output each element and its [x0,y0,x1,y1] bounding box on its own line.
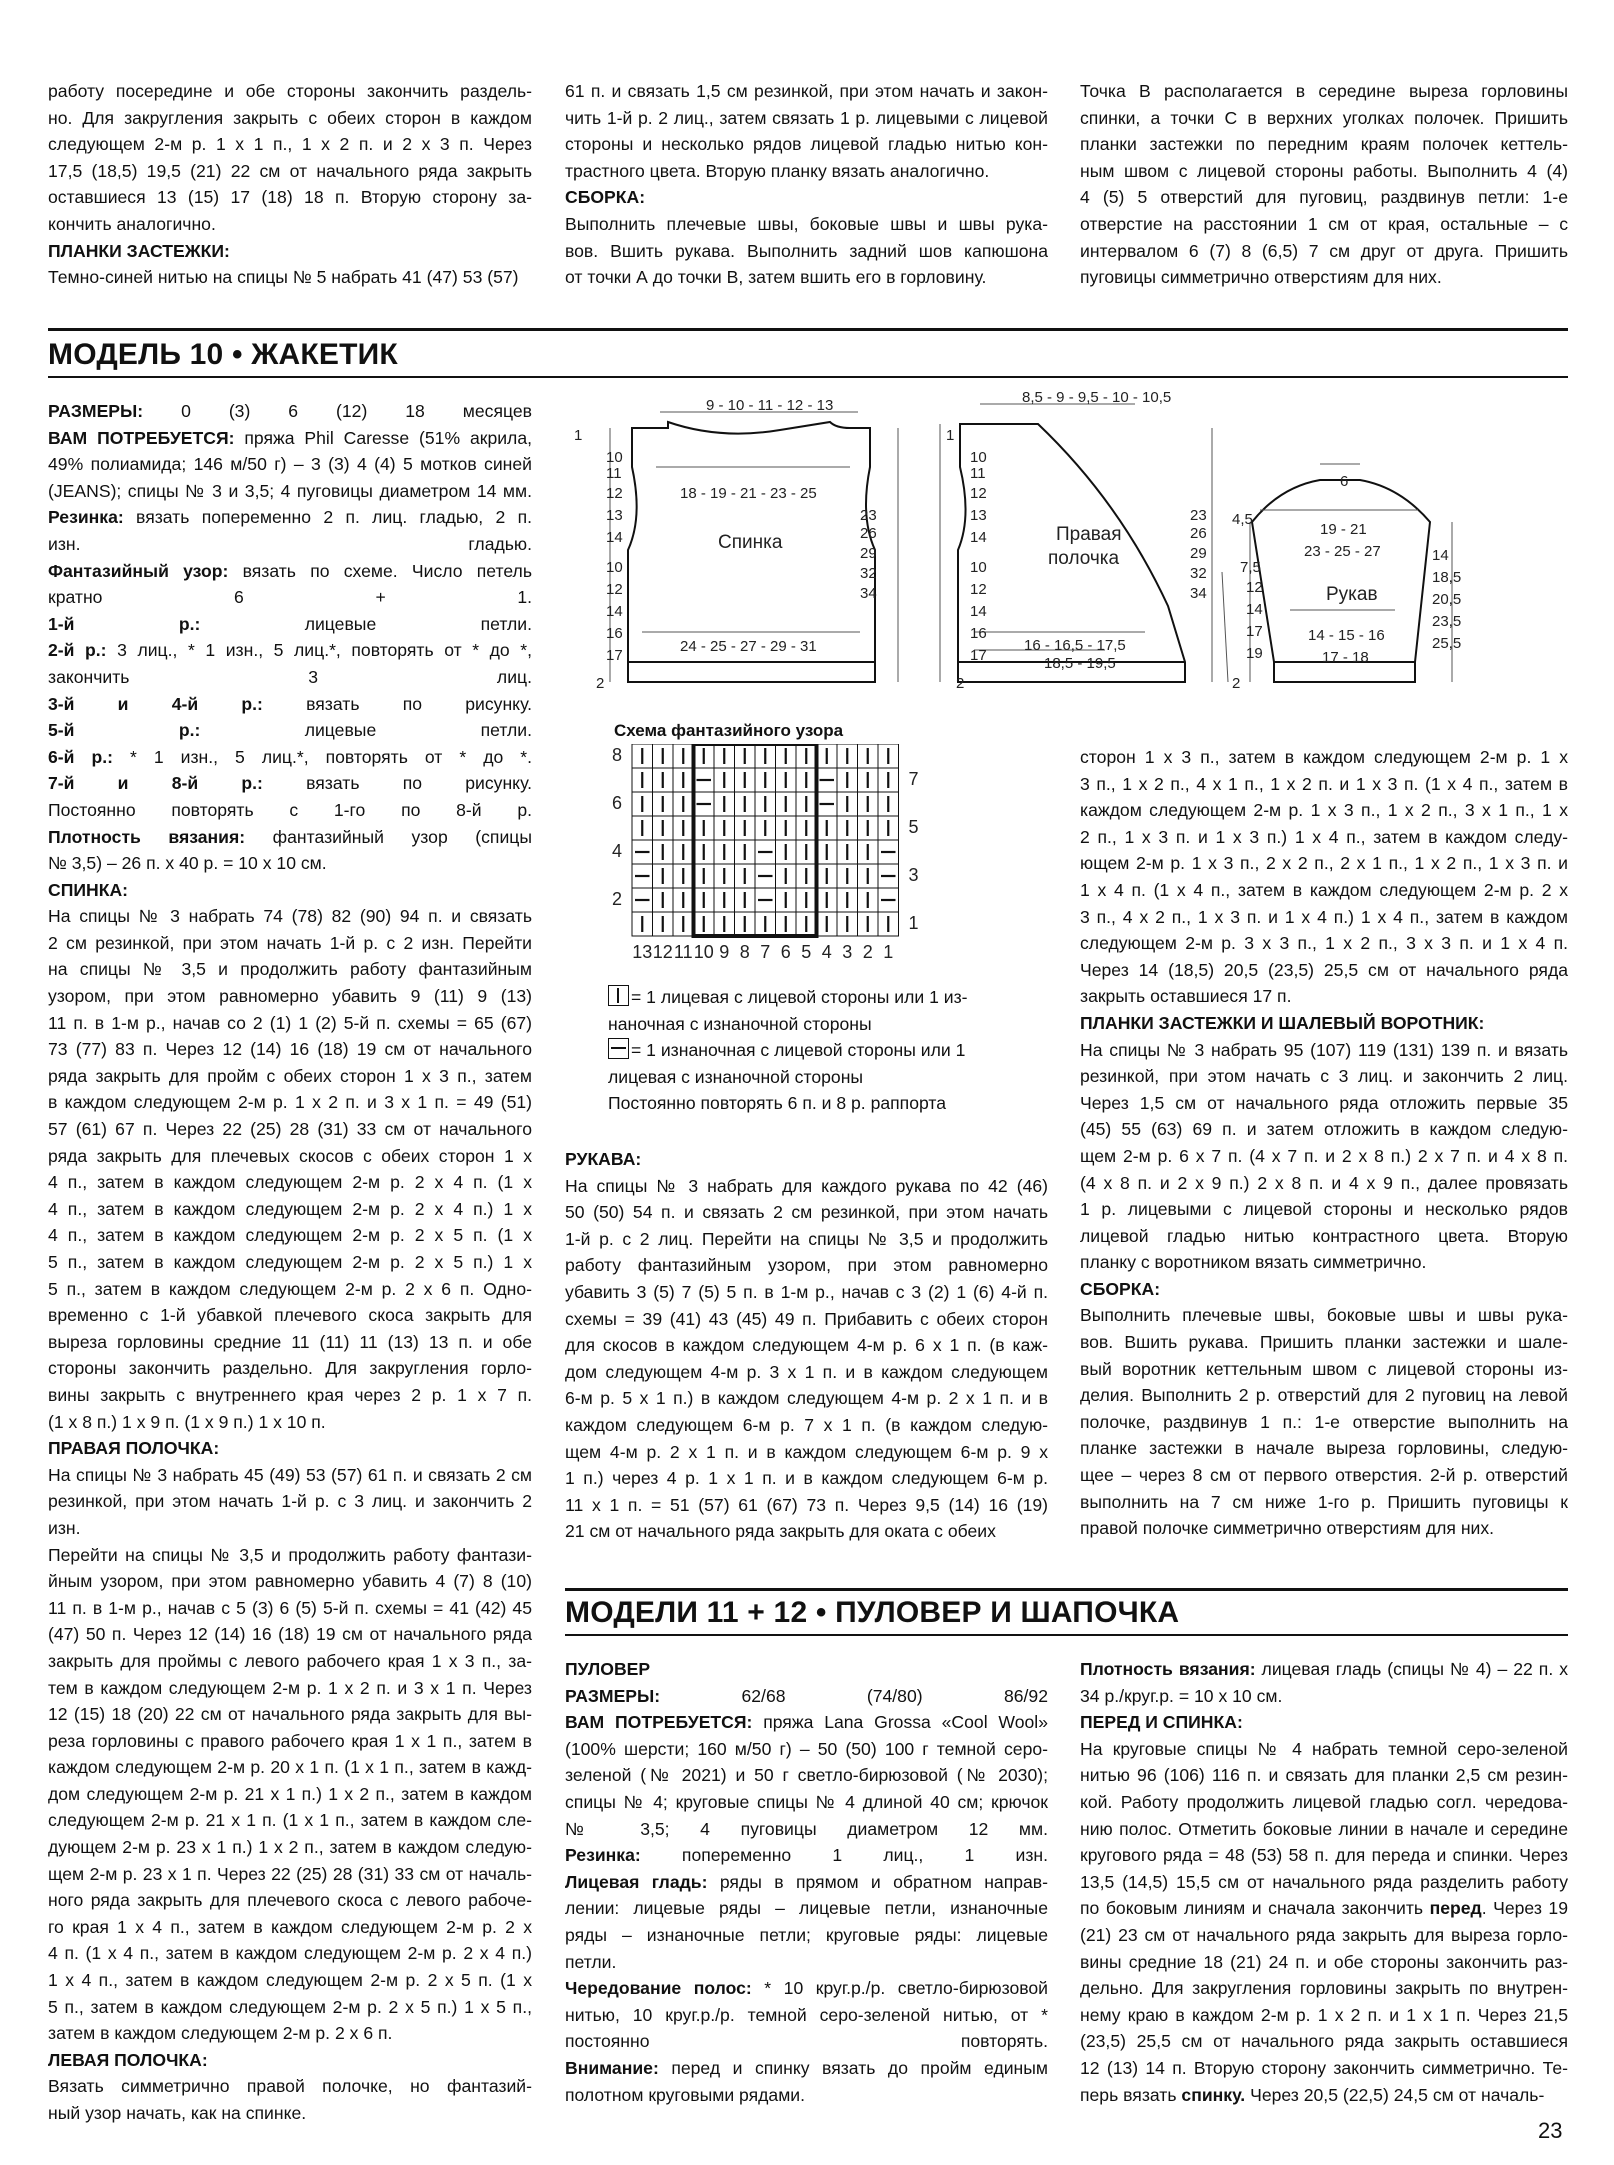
text-line: делия. Выполнить 2 р. отверстий для 2 пуговиц на левой [1080,1385,1568,1406]
text-line: полочке, раздвинув 1 п.: 1-е отверстие выполнить на [1080,1411,1568,1432]
svg-text:14: 14 [606,603,623,620]
svg-text:19: 19 [1246,645,1263,662]
chart-col-label: 12 [652,942,673,962]
text-line: На спицы № 3 набрать 45 (49) 53 (57) 61 п. и связать 2 см [48,1464,532,1485]
svg-text:6: 6 [1340,473,1349,490]
svg-text:10: 10 [606,449,623,466]
text-line: нию полос. Отметить боковые линии в начале и середине [1080,1818,1568,1839]
text-line: закрыть оставшиеся 17 п. [1080,986,1292,1007]
model10-col-3 [1080,744,1568,1542]
text-line: Плотность вязания: фантазийный узор (спицы [48,826,533,847]
model11-col-3 [1080,1656,1568,2108]
text-line: следующем 2-м р. 1 х 1 п., 1 х 2 п. и 2 х 3 п. Через [48,134,532,155]
svg-text:Рукав: Рукав [1326,584,1378,605]
garment-schematics [560,392,1590,702]
text-line: планку с воротником вязать симметрично. [1080,1252,1427,1273]
text-line: лении: лицевые ряды – лицевые петли, изнаночные [565,1898,1048,1919]
text-line: узором, при этом равномерно убавить 9 (11) 9 (13) [48,986,532,1007]
text-line: зеленой (№ 2021) и 50 г светло-бирюзовой (№ 2030); [565,1765,1048,1786]
text-line: кончить аналогично. [48,213,216,234]
model10-col-2 [565,1146,1048,1545]
text-line: дом следующем 4-м р. 3 х 1 п. и в каждом следующем [565,1361,1048,1382]
text-line: 1 р. лицевыми с лицевой стороны и несколько рядов [1080,1199,1568,1220]
text-line: 5 п., затем в каждом следующем 2-м р. 2 х 5 п.) 1 х 5 п., [48,1996,532,2017]
text-line: 57 (61) 67 п. Через 22 (25) 28 (31) 33 см от начального [48,1119,532,1140]
svg-text:10: 10 [606,559,623,576]
svg-text:34: 34 [1190,585,1207,602]
text-line: На круговые спицы № 4 набрать темной серо-зеленой [1080,1738,1568,1759]
text-line: РАЗМЕРЫ: 0 (3) 6 (12) 18 месяцев [48,401,532,421]
text-line: 1 х 4 п. (1 х 4 п., затем в каждом следующем 2-м р. 2 х [1080,879,1568,900]
text-line: ный узор начать, как на спинке. [48,2103,307,2123]
text-line: стороны и несколько рядов лицевой гладью нитью кон- [565,134,1048,155]
section-title-model11: МОДЕЛИ 11 + 12 • ПУЛОВЕР И ШАПОЧКА [565,1596,1180,1629]
svg-text:9 - 10 - 11 - 12 - 13: 9 - 10 - 11 - 12 - 13 [706,397,834,414]
text-line: Точка В располагается в середине выреза горловины [1080,81,1568,101]
text-line: интервалом 6 (7) 8 (6,5) 7 см друг от друга. Пришить [1080,240,1568,261]
text-line: выреза горловины средние 11 (11) 11 (13) 13 п. и обе [48,1331,532,1352]
svg-text:12: 12 [606,485,623,502]
text-line: 11 х 1 п. = 51 (57) 61 (67) 73 п. Через 9,5 (14) 16 (19) [565,1494,1048,1515]
chart-col-label: 10 [693,942,714,962]
svg-text:14: 14 [1432,547,1449,564]
section-heading: СПИНКА: [48,879,129,900]
chart-col-label: 8 [739,942,750,962]
section-heading: ПЛАНКИ ЗАСТЕЖКИ: [48,240,230,261]
text-line: ВАМ ПОТРЕБУЕТСЯ: пряжа Phil Caresse (51% акрила, [48,427,532,448]
svg-text:12: 12 [970,581,987,598]
text-line: 50 (50) 54 п. и связать 2 см резинкой, при этом начать [565,1202,1048,1223]
stitch-chart [582,744,932,974]
text-line: Выполнить плечевые швы, боковые швы и швы рука- [1080,1305,1568,1326]
text-line: Лицевая гладь: ряды в прямом и обратном направ- [565,1871,1048,1892]
svg-text:10: 10 [970,449,987,466]
text-line: Резинка: вязать попеременно 2 п. лиц. гладью, 2 п. [48,507,532,528]
text-line: Выполнить плечевые швы, боковые швы и швы рука- [565,213,1048,234]
chart-legend: = 1 лицевая с лицевой стороны или 1 из- наночная с изнаночной стороны = 1 изнаночная с лицевой стороны или 1 лицевая с изнаночной стороны Постоянно повторять 6 п. и 8 р. раппорта [608,987,968,1114]
svg-text:Спинка: Спинка [718,532,783,553]
text-line: пуговицы симметрично отверстиям для них. [1080,267,1442,288]
text-line: кратно 6 + 1. [48,587,532,608]
svg-text:23: 23 [860,507,877,524]
text-line: ВАМ ПОТРЕБУЕТСЯ: пряжа Lana Grossa «Cool Wool» [565,1712,1048,1733]
text-line: оставшиеся 13 (15) 17 (18) 18 п. Вторую сторону за- [48,187,532,208]
svg-text:2: 2 [596,675,605,692]
text-line: 2-й р.: 3 лиц., * 1 изн., 5 лиц.*, повторять от * до *, [48,640,532,661]
text-line: ным швом с лицевой стороны работы. Выполнить 4 (4) [1080,160,1568,181]
text-line: выполнить на 7 см ниже 1-го р. Пришить пуговицы к [1080,1491,1568,1512]
section-heading: РУКАВА: [565,1149,642,1169]
section-heading: СБОРКА: [565,187,646,208]
text-line: 7-й и 8-й р.: вязать по рисунку. [48,773,532,794]
svg-text:17: 17 [1246,623,1263,640]
text-line: по боковым линиям и сначала закончить перед. Через 19 [1080,1898,1568,1919]
svg-text:8,5 - 9 - 9,5 - 10 - 10,5: 8,5 - 9 - 9,5 - 10 - 10,5 [1022,392,1172,406]
text-line: спицы № 4; круговые спицы № 4 длиной 40 см; крючок [565,1791,1048,1812]
svg-text:14 - 15 - 16: 14 - 15 - 16 [1308,627,1385,644]
text-line: 21 см от начального ряда закрыть для оката с обеих [565,1521,996,1542]
text-line: следующем 2-м р. 3 х 3 п., 1 х 2 п., 3 х 3 п. и 1 х 4 п. [1080,933,1568,954]
text-line: нитью, 10 круг.р./р. темной серо-зеленой нитью, от * [565,2004,1048,2025]
text-line: 3-й и 4-й р.: вязать по рисунку. [48,693,532,714]
text-line: каждом следующем 6-м р. 7 х 1 п. (в каждом следую- [565,1414,1048,1435]
text-line: сторон 1 х 3 п., затем в каждом следующем 2-м р. 1 х [1080,747,1568,767]
text-line: Через 14 (18,5) 20,5 (23,5) 25,5 см от начального ряда [1080,959,1568,980]
section-heading: ПРАВАЯ ПОЛОЧКА: [48,1438,220,1459]
text-line: кой. Работу продолжить лицевой гладью согл. чередова- [1080,1791,1568,1812]
text-line: в каждом следующем 2-м р. 1 х 2 п. и 3 х 1 п. = 49 (51) [48,1092,532,1113]
text-line: петли. [565,1951,617,1972]
text-line: 73 (77) 83 п. Через 12 (14) 16 (18) 19 см от начального [48,1039,532,1060]
section-heading: СБОРКА: [1080,1278,1161,1299]
text-line: 17,5 (18,5) 19,5 (21) 22 см от начального ряда закрыть [48,160,532,181]
svg-text:29: 29 [1190,545,1207,562]
text-line: трастного цвета. Вторую планку вязать аналогично. [565,160,990,181]
text-line: 1 п.) через 4 р. 1 х 1 п. и в каждом следующем 6-м р. [565,1468,1048,1489]
text-line: отверстие на расстоянии 1 см от края, остальные – с [1080,213,1568,234]
chart-row-label: 5 [908,817,919,837]
text-line: резинкой, при этом начать с 3 лиц. и закончить 2 лиц. [1080,1066,1568,1087]
text-line: (JEANS); спицы № 3 и 3,5; 4 пуговицы диаметром 14 мм. [48,480,532,501]
text-line: изн. гладью. [48,533,532,554]
knit-symbol-icon [608,985,629,1006]
text-line: 3 п., 4 х 2 п., 1 х 3 п. и 1 х 4 п.) 1 х 4 п., затем в каждом [1080,906,1568,927]
text-line: го края 1 х 4 п., затем в каждом следующем 2-м р. 2 х [48,1916,532,1937]
chart-col-label: 13 [632,942,653,962]
chart-col-label: 5 [801,942,812,962]
text-line: вов. Вшить рукава. Пришить планки застежки и шале- [1080,1332,1568,1353]
section-rule-model11 [565,1588,1568,1591]
text-line: 1 х 4 п., затем в каждом следующем 2-м р. 2 х 5 п. (1 х [48,1970,532,1991]
svg-text:14: 14 [970,529,987,546]
text-line: 1-й р.: лицевые петли. [48,613,532,634]
svg-text:12: 12 [970,485,987,502]
text-line: нитью 96 (106) 116 п. и связать для планки 2,5 см резин- [1080,1765,1568,1786]
text-line: каждом следующем 2-м р. 20 х 1 п. (1 х 1 п., затем в кажд- [48,1757,532,1778]
text-line: (23,5) 25,5 см от начального ряда закрыть оставшиеся [1080,2031,1568,2052]
text-line: щем 4-м р. 2 х 1 п. и в каждом следующем 6-м р. 9 х [565,1441,1048,1462]
svg-text:1: 1 [946,427,955,444]
text-line: 4 п., затем в каждом следующем 2-м р. 2 х 5 п. (1 х [48,1225,532,1246]
text-line: вый воротник кеттельным швом с лицевой стороны из- [1080,1358,1568,1379]
text-line: ряда закрыть для плечевых скосов с обеих сторон 1 х [48,1145,532,1166]
chart-row-label: 7 [908,769,919,789]
text-line: кругового ряда = 48 (53) 58 п. для переда и спинки. Через [1080,1845,1568,1866]
svg-text:25,5: 25,5 [1432,635,1462,652]
text-line: для скосов в каждом следующем 4-м р. 6 х 1 п. (в каж- [565,1335,1048,1356]
text-line: реза горловины с правого рабочего края 1 х 1 п., затем в [48,1730,532,1751]
text-line: дельно. Для закругления горловины закрыть по внутрен- [1080,1978,1568,1999]
text-line: дом следующем 2-м р. 21 х 1 п.) 1 х 2 п., затем в каждом [48,1783,532,1804]
svg-text:полочка: полочка [1048,548,1120,569]
text-line: следующем 2-м р. 21 х 1 п. (1 х 1 п., затем в каждом сле- [48,1810,532,1831]
svg-text:26: 26 [1190,525,1207,542]
text-line: тем в каждом следующем 2-м р. 1 х 2 п. и 3 х 1 п. Через [48,1677,532,1698]
svg-text:2: 2 [956,675,965,692]
text-line: щем 2-м р. 23 х 1 п. Через 22 (25) 28 (31) 33 см от началь- [48,1863,532,1884]
text-line: спинки, а точки С в верхних уголках полочек. Пришить [1080,107,1568,128]
svg-text:18 - 19 - 21 - 23 - 25: 18 - 19 - 21 - 23 - 25 [680,485,817,502]
text-line: планке застежки в начале выреза горловины, следую- [1080,1438,1568,1459]
text-line: 12 (13) 14 п. Вторую сторону закончить симметрично. Те- [1080,2057,1568,2078]
svg-text:16: 16 [970,625,987,642]
svg-text:13: 13 [606,507,623,524]
chart-row-label: 4 [612,841,623,861]
text-line: 3 п., 1 х 2 п., 4 х 1 п., 1 х 2 п. и 1 х 3 п. (1 х 4 п., затем в [1080,773,1568,794]
text-line: 4 п., затем в каждом следующем 2-м р. 2 х 4 п.) 1 х [48,1198,532,1219]
svg-text:17: 17 [606,647,623,664]
section-underline-model10 [48,376,1568,378]
svg-text:1: 1 [574,427,583,444]
text-line: На спицы № 3 набрать для каждого рукава по 42 (46) [565,1175,1048,1196]
svg-text:4,5: 4,5 [1232,511,1253,528]
text-line: РАЗМЕРЫ: 62/68 (74/80) 86/92 [565,1685,1048,1706]
svg-text:29: 29 [860,545,877,562]
top-col-3 [1080,78,1568,291]
page-number: 23 [1538,2118,1563,2143]
svg-text:16 - 16,5 - 17,5: 16 - 16,5 - 17,5 [1024,637,1126,654]
text-line: 2 см резинкой, при этом начать 1-й р. с 2 изн. Перейти [48,932,532,953]
text-line: (45) 55 (63) 69 п. и затем отложить в каждом следую- [1080,1119,1568,1140]
text-line: Темно-синей нитью на спицы № 5 набрать 41 (47) 53 (57) [48,267,519,288]
svg-text:32: 32 [1190,565,1207,582]
svg-text:7,5: 7,5 [1240,559,1261,576]
section-heading: ПЕРЕД И СПИНКА: [1080,1712,1243,1733]
text-line: от точки А до точки В, затем вшить его в горловину. [565,267,987,288]
text-line: ряды – изнаночные петли; круговые ряды: лицевые [565,1924,1048,1945]
text-line: На спицы № 3 набрать 95 (107) 119 (131) 139 п. и вязать [1080,1039,1568,1060]
text-line: (21) 23 см от начального ряда закрыть для выреза горло- [1080,1924,1568,1945]
text-line: вины закрыть с внутреннего края через 2 р. 1 х 7 п. [48,1384,532,1405]
text-line: каждом следующем 2-м р. 1 х 3 п., 1 х 2 п., 3 х 1 п., 1 х [1080,800,1568,821]
text-line: Плотность вязания: лицевая гладь (спицы № 4) – 22 п. х [1080,1659,1569,1679]
text-line: ряда закрыть для пройм с обеих сторон 1 х 3 п., затем [48,1065,532,1086]
svg-text:34: 34 [860,585,877,602]
chart-col-label: 9 [719,942,730,962]
text-line: правой полочке симметрично отверстиям для них. [1080,1518,1495,1539]
text-line: (47) 50 п. Через 12 (14) 16 (18) 19 см от начального ряда [48,1624,532,1645]
svg-text:16: 16 [606,625,623,642]
text-line: 13,5 (14,5) 15,5 см от начального ряда разделить работу [1080,1871,1568,1892]
text-line: но. Для закругления закрыть с обеих сторон в каждом [48,107,532,128]
svg-text:11: 11 [970,465,986,482]
svg-text:2: 2 [1232,675,1241,692]
section-title-model10: МОДЕЛЬ 10 • ЖАКЕТИК [48,338,398,371]
text-line: вины средние 18 (21) 24 п. и обе стороны закончить раз- [1080,1951,1568,1972]
text-line: на спицы № 3,5 и продолжить работу фантазийным [48,959,532,980]
text-line: № 3,5) – 26 п. х 40 р. = 10 х 10 см. [48,853,327,874]
text-line: 4 п., затем в каждом следующем 2-м р. 2 х 4 п. (1 х [48,1172,532,1193]
svg-text:20,5: 20,5 [1432,591,1462,608]
text-line: закрыть для проймы с левого рабочего края 1 х 3 п., за- [48,1650,532,1671]
svg-text:19 - 21: 19 - 21 [1320,521,1367,538]
text-line: 11 п. в 1-м р., начав с 5 (3) 6 (5) 5-й п. схемы = 41 (42) 45 [48,1597,532,1618]
text-line: закончить 3 лиц. [48,666,532,687]
svg-text:18,5: 18,5 [1432,569,1462,586]
text-line: Фантазийный узор: вязать по схеме. Число петель [48,560,532,581]
text-line: 5-й р.: лицевые петли. [48,720,532,741]
text-line: 6-й р.: * 1 изн., 5 лиц.*, повторять от * до *. [48,746,532,767]
top-col-1 [48,78,532,291]
text-line: лицевой гладью нитью контрастного цвета. Вторую [1080,1225,1568,1246]
stitch-chart-title: Схема фантазийного узора [614,721,844,740]
text-line: Вязать симметрично правой полочке, но фантазий- [48,2076,532,2097]
text-line: ного ряда закрыть для плечевого скоса с левого рабоче- [48,1890,532,1911]
svg-text:10: 10 [970,559,987,576]
text-line: временно с 1-й убавкой плечевого скоса закрыть для [48,1305,532,1326]
text-line: 6-м р. 5 х 1 п.) в каждом следующем 4-м р. 2 х 1 п. и в [565,1388,1048,1409]
svg-text:14: 14 [970,603,987,620]
section-underline-model11 [565,1634,1568,1636]
svg-text:13: 13 [970,507,987,524]
text-line: планки застежки по передним краям полочек кеттель- [1080,134,1568,155]
text-line: Чередование полос: * 10 круг.р./р. светло-бирюзовой [565,1978,1048,1999]
svg-text:17 - 18: 17 - 18 [1322,649,1369,666]
text-line: перь вязать спинку. Через 20,5 (22,5) 24,5 см от началь- [1080,2084,1545,2105]
text-line: 1-й р. с 2 лиц. Перейти на спицы № 3,5 и продолжить [565,1228,1048,1249]
text-line: дующем 2-м р. 23 х 1 п.) 1 х 2 п., затем в каждом следую- [48,1837,532,1858]
chart-col-label: 1 [883,942,894,962]
text-line: чить 1-й р. 2 лиц., затем связать 1 р. лицевыми с лицевой [565,107,1048,128]
chart-col-label: 2 [862,942,873,962]
chart-row-label: 3 [908,865,919,885]
svg-text:14: 14 [1246,601,1263,618]
section-heading: ПУЛОВЕР [565,1659,651,1679]
svg-text:Правая: Правая [1056,524,1122,545]
text-line: 4 (5) 5 отверстий для пуговиц, раздвинув петли: 1-е [1080,187,1568,208]
text-line: работу посередине и обе стороны закончить раздель- [48,81,532,101]
text-line: 11 п. в 1-м р., начав со 2 (1) 1 (2) 5-й п. схемы = 65 (67) [48,1012,532,1033]
section-rule-model10 [48,328,1568,331]
text-line: нему краю в каждом 2-м р. 1 х 2 п. и 1 х 1 п. Через 21,5 [1080,2004,1568,2025]
text-line: щее – через 8 см от первого отверстия. 2-й р. отверстий [1080,1465,1568,1486]
text-line: (100% шерсти; 160 м/50 г) – 50 (50) 100 г темной серо- [565,1738,1048,1759]
text-line: (1 х 8 п.) 1 х 9 п. (1 х 9 п.) 1 х 10 п. [48,1411,326,1432]
text-line: 5 п., затем в каждом следующем 2-м р. 2 х 6 п. Одно- [48,1278,532,1299]
text-line: полотном круговыми рядами. [565,2084,806,2105]
text-line: Перейти на спицы № 3,5 и продолжить работу фантази- [48,1544,532,1565]
svg-text:26: 26 [860,525,877,542]
text-line: 4 п. (1 х 4 п., затем в каждом следующем 2-м р. 2 х 4 п.) [48,1943,532,1964]
svg-text:24 - 25 - 27 - 29 - 31: 24 - 25 - 27 - 29 - 31 [680,638,817,655]
svg-text:23 - 25 - 27: 23 - 25 - 27 [1304,543,1381,560]
text-line: Резинка: попеременно 1 лиц., 1 изн. [565,1845,1048,1866]
section-heading: ЛЕВАЯ ПОЛОЧКА: [48,2049,208,2070]
chart-row-label: 1 [908,913,919,933]
svg-text:12: 12 [1246,579,1263,596]
text-line: Постоянно повторять с 1-го по 8-й р. [48,799,532,820]
text-line: работу фантазийным узором, при этом равномерно [565,1255,1048,1276]
text-line: ющем 2-м р. 1 х 3 п., 2 х 2 п., 2 х 1 п., 1 х 2 п., 1 х 3 п. и [1080,853,1568,874]
text-line: постоянно повторять. [565,2031,1048,2052]
svg-text:32: 32 [860,565,877,582]
text-line: Через 1,5 см от начального ряда отложить первые 35 [1080,1092,1568,1113]
model11-col-2 [565,1656,1048,2108]
chart-row-label: 8 [612,745,623,765]
text-line: 5 п., затем в каждом следующем 2-м р. 2 х 5 п.) 1 х [48,1252,532,1272]
text-line: щем 2-м р. 6 х 7 п. (4 х 7 п. и 2 х 8 п.) 2 х 7 п. и 4 х 8 п. [1080,1145,1568,1166]
chart-col-label: 6 [780,942,791,962]
text-line: йным узором, при этом равномерно убавить 4 (7) 8 (10) [48,1571,532,1592]
text-line: На спицы № 3 набрать 74 (78) 82 (90) 94 п. и связать [48,906,532,927]
text-line: 61 п. и связать 1,5 см резинкой, при этом начать и закон- [565,81,1048,101]
chart-col-label: 3 [842,942,853,962]
text-line: 12 (15) 18 (20) 22 см от начального ряда закрыть для вы- [48,1704,532,1725]
top-col-2 [565,78,1048,291]
text-line: затем в каждом следующем 2-м р. 2 х 6 п. [48,2023,393,2044]
purl-symbol-icon [608,1038,629,1059]
chart-col-label: 4 [821,942,832,962]
model10-col-1 [48,398,532,2127]
text-line: схемы = 39 (41) 43 (45) 49 п. Прибавить с обеих сторон [565,1308,1048,1329]
text-line: (4 х 8 п. и 2 х 9 п.) 2 х 8 п. и 4 х 9 п., далее провязать [1080,1172,1568,1193]
svg-text:17: 17 [970,647,987,664]
svg-text:12: 12 [606,581,623,598]
text-line: убавить 3 (5) 7 (5) 5 п. в 1-м р., начав с 3 (2) 1 (6) 4-й п. [565,1281,1048,1302]
text-line: 49% полиамида; 146 м/50 г) – 3 (3) 4 (4) 5 мотков синей [48,454,532,475]
text-line: вов. Вшить рукава. Выполнить задний шов капюшона [565,240,1048,261]
svg-text:18,5 - 19,5: 18,5 - 19,5 [1044,655,1116,672]
section-heading: ПЛАНКИ ЗАСТЕЖКИ И ШАЛЕВЫЙ ВОРОТНИК: [1080,1012,1485,1033]
text-line: стороны закончить раздельно. Для закругления горло- [48,1358,532,1379]
svg-text:11: 11 [606,465,622,482]
svg-text:23: 23 [1190,507,1207,524]
svg-text:23,5: 23,5 [1432,613,1462,630]
chart-row-label: 6 [612,793,623,813]
chart-col-label: 7 [760,942,771,962]
text-line: 34 р./круг.р. = 10 х 10 см. [1080,1685,1283,1706]
svg-text:14: 14 [606,529,623,546]
text-line: 2 п., 1 х 3 п. и 1 х 3 п.) 1 х 4 п., затем в каждом следу- [1080,826,1568,847]
chart-row-label: 2 [612,889,623,909]
text-line: № 3,5; 4 пуговицы диаметром 12 мм. [565,1818,1048,1839]
text-line: резинкой, при этом начать 1-й р. с 3 лиц. и закончить 2 изн. [48,1491,532,1538]
text-line: Внимание: перед и спинку вязать до пройм единым [565,2057,1048,2078]
chart-col-label: 11 [673,942,693,962]
